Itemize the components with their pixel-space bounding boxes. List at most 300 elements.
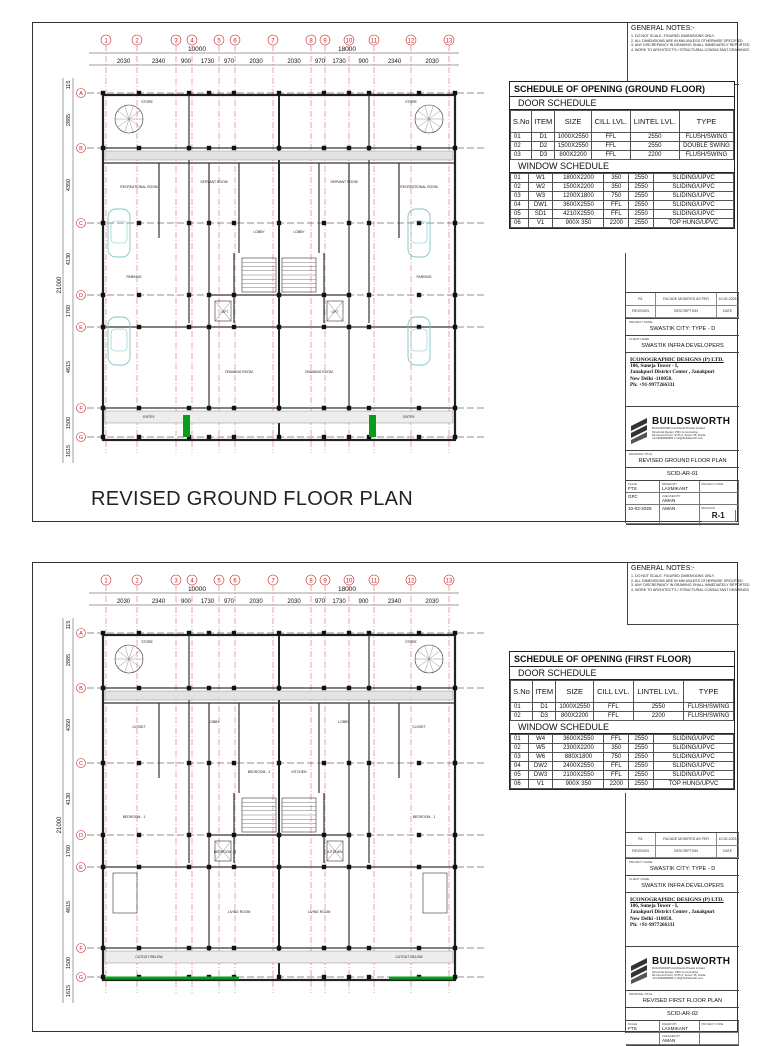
grid-label: E [79,325,83,332]
dimension-label: 10000 [187,586,207,593]
dimension-label: 115 [66,80,72,90]
dimension-label: 1500 [66,416,72,430]
structural-column [207,631,211,635]
schedule-cell: 06 [511,780,529,789]
schedule-cell: SLIDING/UPVC [654,744,734,753]
schedule-column-header: ITEM [532,111,555,133]
schedule-column-header: ITEM [532,681,555,703]
structural-column [232,146,236,150]
schedule-cell: SLIDING/UPVC [654,174,734,183]
room-label: BEDROOM - 2 [213,850,237,854]
schedule-cell: 2550 [629,771,654,780]
grid-label: 10 [345,578,353,585]
schedule-cell: FFL [604,735,629,744]
room-label: STORE [141,640,153,644]
dimension-label: 1615 [66,984,72,998]
schedule-cell: FFL [604,771,629,780]
schedule-cell: 2100X2550 [553,771,604,780]
structural-column [367,946,371,950]
structural-column [101,686,105,690]
structural-column [347,293,351,297]
grid-label: 6 [233,38,237,45]
dimension-label: 21000 [57,276,63,294]
structural-column [417,221,421,225]
dimension-label: 2030 [116,599,131,605]
window-row [511,174,734,183]
drawing-meta: SCALE FTS DRAWN BY LAXMIKANT PROJECT CODE CHECKED BY AMAN [626,1021,739,1046]
window-row [511,219,734,228]
schedule-cell: 2550 [629,762,654,771]
schedule-cell: 2550 [629,210,654,219]
opening-schedule [509,651,735,790]
structural-column [207,686,211,690]
dimension-label: 2340 [151,599,166,605]
door-schedule-table [510,680,734,721]
car-outline [111,329,127,351]
structural-column [367,221,371,225]
dimension-label: 21000 [57,816,63,834]
structural-column [453,946,457,950]
room-label: BEDROOM - 1 [122,815,146,819]
schedule-column-header: LINTEL LVL. [630,111,679,133]
grid-label: G [78,435,84,442]
drawing-number: SCID-AR-02 [626,1008,739,1021]
room-label: RECREATIONAL ROOM [120,185,158,189]
structural-column [322,631,326,635]
structural-column [232,761,236,765]
client-name: CLIENT NAME SWASTIK INFRA DEVELOPERS [626,336,739,353]
room-label: LIFT [221,310,229,314]
spiral-stair [125,119,129,132]
schedule-cell: FFL [591,142,630,151]
dimension-label: 970 [223,59,235,65]
structural-column [277,146,281,150]
structural-column [322,435,326,439]
grid-label: 12 [407,578,415,585]
schedule-cell: SD1 [528,210,553,219]
room-label: CUTOUT BELOW [135,955,163,959]
schedule-cell: DW3 [528,771,553,780]
grid-label: 10 [345,38,353,45]
structural-column [207,946,211,950]
schedule-column-header: CILL LVL. [591,111,630,133]
structural-column [367,146,371,150]
car-outline [111,221,127,243]
spiral-stair [129,659,133,672]
structural-column [417,865,421,869]
spiral-stair [429,119,433,132]
room-label: STORE [405,100,417,104]
dimension-label: 2030 [425,599,439,605]
structural-column [277,91,281,95]
structural-column [137,946,141,950]
room-label: LOBBY [208,720,220,724]
schedule-cell: W4 [528,735,553,744]
room-label: DRAWING ROOM [305,370,333,374]
structural-column [347,146,351,150]
plan-title: REVISED GROUND FLOOR PLAN [91,488,414,510]
dimension-label: 2340 [151,59,166,65]
structural-column [101,325,105,329]
structural-column [347,406,351,410]
structural-column [232,293,236,297]
schedule-cell: 1200X1800 [553,192,604,201]
schedule-cell: 01 [511,735,529,744]
structural-column [207,325,211,329]
notes-heading: GENERAL NOTES:- [631,25,695,32]
spiral-stair [418,651,429,659]
room-label: BEDROOM - 1 [412,815,436,819]
schedule-cell: 1500X2550 [555,142,592,151]
schedule-cell: D1 [532,703,555,712]
structural-column [277,865,281,869]
note-line: 1. DO NOT SCALE. FIGURED DIMENSIONS ONLY. [631,574,715,578]
notes-heading: GENERAL NOTES:- [631,565,695,572]
grid-label: 13 [445,38,453,45]
structural-column [453,761,457,765]
schedule-cell: 03 [511,753,529,762]
schedule-cell: FLUSH/SWING [679,133,733,142]
grid-label: 4 [190,38,194,45]
schedule-cell: FFL [593,712,633,721]
schedule-cell: SLIDING/UPVC [654,735,734,744]
dimension-label: 900 [358,599,369,605]
structural-column [347,325,351,329]
structural-column [417,435,421,439]
dimension-label: 970 [314,59,326,65]
room-label: RECREATIONAL ROOM [400,185,438,189]
schedule-cell: 2550 [629,174,654,183]
schedule-heading: SCHEDULE OF OPENING (GROUND FLOOR) [510,82,734,97]
structural-column [101,865,105,869]
schedule-cell: 01 [511,174,529,183]
schedule-cell: 350 [604,183,629,192]
structural-column [322,686,326,690]
room-label: SERVANT ROOM [200,180,228,184]
dimension-label: 1760 [66,844,72,858]
dimension-label: 2885 [66,113,72,127]
spiral-stair [129,659,140,667]
structural-column [277,761,281,765]
structural-column [367,293,371,297]
schedule-cell: 2550 [629,753,654,762]
schedule-cell: 800X2200 [556,712,594,721]
schedule-cell: 02 [511,712,533,721]
structural-column [453,293,457,297]
spiral-stair [418,659,429,667]
spiral-stair [125,646,129,659]
dimension-label: 4615 [66,900,72,914]
schedule-column-header: SIZE [555,111,592,133]
structural-column [453,686,457,690]
grid-label: A [79,91,83,98]
dimension-label: 10000 [187,46,207,53]
structural-column [322,91,326,95]
structural-column [137,865,141,869]
schedule-cell: 01 [511,703,533,712]
dimension-label: 4350 [66,718,72,732]
window-row [511,735,734,744]
hatched-zone [105,411,453,423]
window-row [511,780,734,789]
note-line: 2. ALL DIMENSIONS ARE IN MM UNLESS OTHERWISE SPECIFIED. [631,578,744,583]
grid-label: 5 [217,38,221,45]
dimension-label: 1615 [66,444,72,458]
dimension-label: 1730 [332,599,346,605]
structural-column [347,833,351,837]
structural-column [322,146,326,150]
schedule-column-header: LINTEL LVL. [633,681,683,703]
project-name: PROJECT NAME SWASTIK CITY: TYPE - D [626,859,739,876]
car-outline [411,329,427,351]
window-row [511,762,734,771]
structural-column [187,833,191,837]
dimension-label: 1760 [66,304,72,318]
structural-column [277,833,281,837]
schedule-cell: 1000X2550 [556,703,594,712]
schedule-cell: W3 [528,192,553,201]
structural-column [277,946,281,950]
schedule-cell: 350 [604,744,629,753]
schedule-cell: 02 [511,142,532,151]
entrance-door [183,415,190,437]
schedule-cell: W5 [528,744,553,753]
window-row [511,201,734,210]
entrance-door [369,415,376,437]
schedule-cell: 750 [604,192,629,201]
consultant-logo: BUILDSWORTH BUILDSWORTH Architects Private Limited Structural Design, PMC & Consulting #A-Ground Floor, STPI-4, Sector 35, Noida +91-9999999999 | info@buildsworth.com [626,407,739,451]
schedule-cell: 04 [511,201,529,210]
structural-column [137,221,141,225]
structural-column [277,686,281,690]
dimension-label: 18000 [337,586,357,593]
note-line: 2. ALL DIMENSIONS ARE IN MM UNLESS OTHERWISE SPECIFIED. [631,38,744,43]
schedule-cell: FFL [591,151,630,160]
schedule-cell: 03 [511,192,529,201]
spiral-stair [425,659,429,672]
structural-column [187,293,191,297]
structural-column [347,631,351,635]
structural-column [137,91,141,95]
structural-column [453,631,457,635]
window-row [511,744,734,753]
client-name: CLIENT NAME SWASTIK INFRA DEVELOPERS [626,876,739,893]
structural-column [277,435,281,439]
door-schedule-heading: DOOR SCHEDULE [510,97,734,110]
room-label: STORE [141,100,153,104]
structural-column [417,325,421,329]
schedule-cell: SLIDING/UPVC [654,183,734,192]
drawing-number: SCID-AR-01 [626,468,739,481]
room-label: PARKING [416,275,432,279]
room-label: PARKING [126,275,142,279]
structural-column [277,325,281,329]
dimension-label: 4615 [66,360,72,374]
structural-column [207,91,211,95]
structural-column [207,146,211,150]
schedule-cell: D2 [532,142,555,151]
structural-column [322,325,326,329]
grid-label: 11 [370,578,378,585]
schedule-cell: 2550 [629,219,654,228]
schedule-cell: 2550 [633,703,683,712]
drawing-sheet-ground [32,22,750,522]
schedule-cell: FFL [604,762,629,771]
structural-column [187,946,191,950]
structural-column [232,833,236,837]
schedule-cell: 01 [511,133,532,142]
room-label: KITCHEN [327,850,343,854]
schedule-cell: W6 [528,753,553,762]
dimension-label: 2030 [249,59,263,65]
structural-column [322,975,326,979]
spiral-stair [429,651,440,659]
grid-label: F [79,946,83,953]
schedule-cell: D1 [532,133,555,142]
spiral-stair [429,106,433,119]
schedule-cell: 03 [511,151,532,160]
structural-column [187,761,191,765]
structural-column [417,833,421,837]
spiral-stair [129,111,140,119]
schedule-cell: V1 [528,780,553,789]
spiral-stair [418,119,429,127]
structural-column [101,293,105,297]
schedule-cell: 2550 [630,133,679,142]
architect-firm: ICONOGRAPHIC DESIGNS (P) LTD. 106, Suneja Tower - I, Janakpuri District Center , Janakpuri New Delhi -110058. Ph: +91-9977266331 [626,353,739,407]
door-row [511,703,734,712]
spiral-stair [118,659,129,667]
schedule-cell: 880X1800 [553,753,604,762]
note-line: 3. ANY DISCREPANCY IN DRAWING SHALL IMMEDIATELY REPORTED [631,43,750,48]
grid-label: 2 [135,38,139,45]
dimension-label: 970 [314,599,326,605]
schedule-cell: 2550 [629,744,654,753]
structural-column [277,631,281,635]
hatched-zone [105,151,453,160]
structural-column [101,146,105,150]
structural-column [207,833,211,837]
schedule-cell: FFL [604,201,629,210]
building-logo-icon [629,954,649,984]
grid-label: G [78,975,84,982]
structural-column [101,975,105,979]
structural-column [232,946,236,950]
structural-column [453,833,457,837]
grid-label: 13 [445,578,453,585]
structural-column [322,946,326,950]
dimension-label: 18000 [337,46,357,53]
architect-firm: ICONOGRAPHIC DESIGNS (P) LTD. 106, Suneja Tower - I, Janakpuri District Center , Janakpuri New Delhi -110058. Ph: +91-9977266331 [626,893,739,947]
structural-column [232,631,236,635]
dimension-label: 2340 [387,599,402,605]
structural-column [417,686,421,690]
structural-column [322,833,326,837]
dimension-label: 2030 [425,59,439,65]
schedule-cell: FFL [604,210,629,219]
title-block [625,253,739,523]
spiral-stair [129,646,133,659]
structural-column [137,631,141,635]
structural-column [137,146,141,150]
structural-column [417,406,421,410]
room-label: SERVANT ROOM [330,180,358,184]
schedule-cell: 2550 [629,780,654,789]
building-logo-icon [629,414,649,444]
structural-column [367,761,371,765]
dimension-label: 4130 [66,252,72,266]
structural-column [367,833,371,837]
schedule-column-header: TYPE [679,111,733,133]
structural-column [322,761,326,765]
structural-column [347,686,351,690]
structural-column [187,221,191,225]
window-row [511,192,734,201]
structural-column [187,406,191,410]
schedule-cell: 2400X2550 [553,762,604,771]
dimension-label: 2030 [287,59,301,65]
dimension-label: 2885 [66,653,72,667]
window-row [511,771,734,780]
spiral-stair [429,119,440,127]
hatched-zone [105,691,453,700]
dimension-label: 4350 [66,178,72,192]
door-schedule-table [510,110,734,160]
structural-column [367,975,371,979]
schedule-cell: 2550 [629,735,654,744]
room-label: CUTOUT BELOW [395,955,423,959]
schedule-cell: SLIDING/UPVC [654,762,734,771]
structural-column [232,435,236,439]
grid-label: D [79,293,83,300]
structural-column [322,406,326,410]
spiral-stair [425,646,429,659]
drawing-sheet-first [32,562,750,1043]
structural-column [277,406,281,410]
structural-column [322,221,326,225]
drawing-title: DRAWING TITLE REVISED FIRST FLOOR PLAN [626,991,739,1008]
spiral-stair [425,119,429,132]
spiral-stair [129,106,133,119]
grid-label: 6 [233,578,237,585]
window-row [511,210,734,219]
window-schedule-heading: WINDOW SCHEDULE [510,721,734,734]
room-label: DRAWING ROOM [225,370,253,374]
schedule-cell: D3 [532,151,555,160]
dimension-label: 2340 [387,59,402,65]
dimension-label: 1500 [66,956,72,970]
schedule-cell: SLIDING/UPVC [654,753,734,762]
door-row [511,133,734,142]
structural-column [347,91,351,95]
grid-label: 11 [370,38,378,45]
door-row [511,151,734,160]
structural-column [417,946,421,950]
structural-column [232,865,236,869]
structural-column [453,406,457,410]
schedule-cell: DW1 [528,201,553,210]
structural-column [207,865,211,869]
window-row [511,183,734,192]
schedule-cell: FLUSH/SWING [679,151,733,160]
structural-column [417,91,421,95]
spiral-stair [125,106,129,119]
structural-column [207,761,211,765]
structural-column [347,761,351,765]
structural-column [232,325,236,329]
structural-column [453,975,457,979]
dimension-label: 970 [223,599,235,605]
